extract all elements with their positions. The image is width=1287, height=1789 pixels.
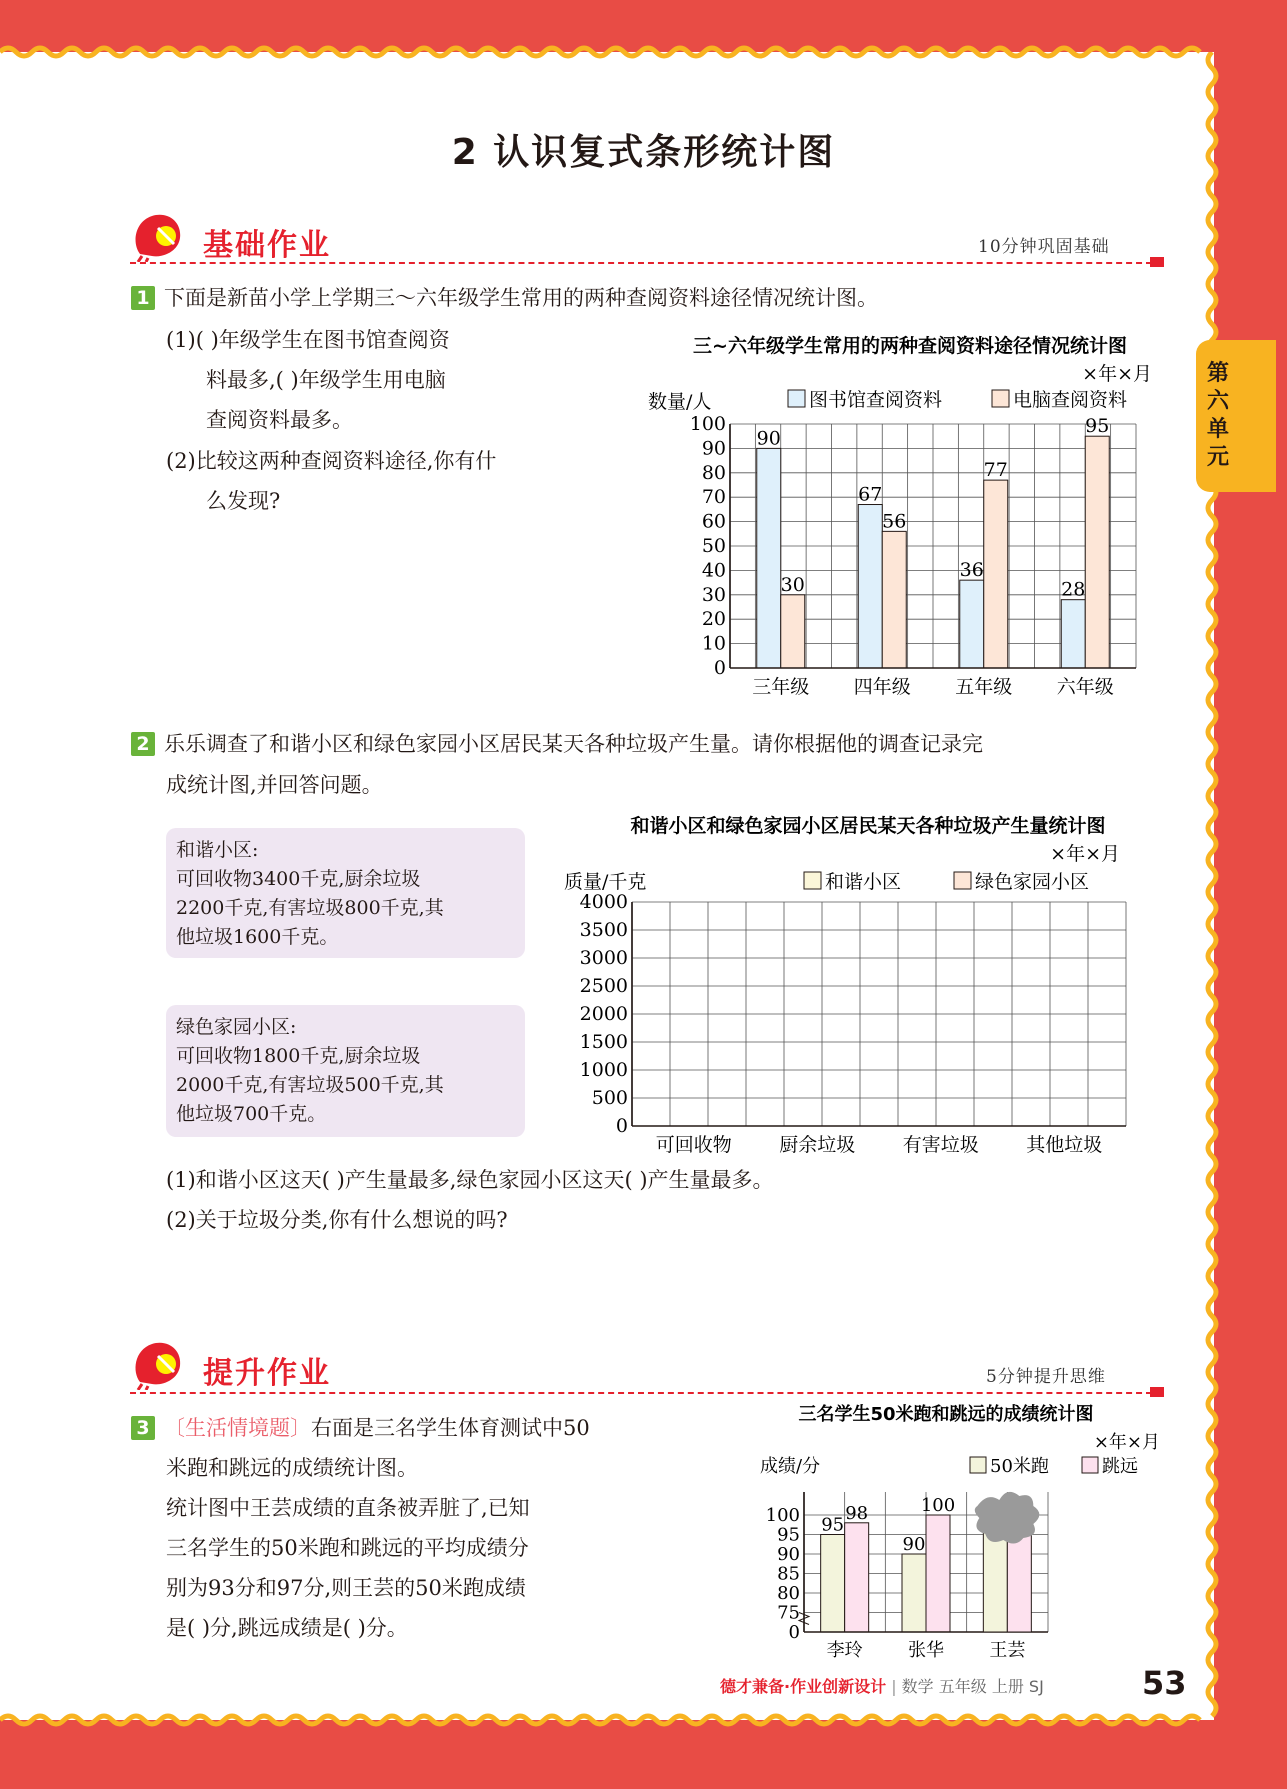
chart-ylabel: 成绩/分 xyxy=(760,1456,821,1477)
x-category-label: 五年级 xyxy=(955,676,1013,698)
bar xyxy=(902,1554,926,1632)
y-tick-label: 40 xyxy=(701,559,726,582)
bar xyxy=(1061,600,1085,668)
q1-p2-line2: 么发现? xyxy=(206,489,281,513)
q2-answer2: (2)关于垃圾分类,你有什么想说的吗? xyxy=(166,1208,508,1232)
box-heading: 绿色家园小区: xyxy=(176,1016,297,1038)
bar-value-label: 98 xyxy=(845,1502,869,1524)
x-category-label: 王芸 xyxy=(989,1640,1026,1661)
bar xyxy=(984,480,1008,668)
footer-brand: 德才兼备·作业创新设计 xyxy=(720,1677,887,1696)
chart-date: ×年×月 xyxy=(1082,363,1152,385)
bar xyxy=(781,595,805,668)
bar xyxy=(882,531,906,668)
bar-value-label: 90 xyxy=(902,1534,926,1555)
bar-value-label: 28 xyxy=(1061,578,1086,601)
y-tick-label: 70 xyxy=(701,486,726,509)
legend-swatch xyxy=(1082,1457,1098,1473)
question-number: 1 xyxy=(131,286,155,310)
x-category-label: 六年级 xyxy=(1056,676,1114,698)
question-number: 3 xyxy=(131,1416,155,1440)
chart-title: 和谐小区和绿色家园小区居民某天各种垃圾产生量统计图 xyxy=(630,815,1106,837)
bar-value-label: 30 xyxy=(780,573,805,596)
legend-label: 电脑查阅资料 xyxy=(1013,389,1128,411)
chart-garbage-blank xyxy=(556,806,1156,1170)
legend-label: 和谐小区 xyxy=(825,871,902,893)
q1-p1-line1: (1)( )年级学生在图书馆查阅资 xyxy=(166,328,450,352)
unit-tab-label: 第六单元 xyxy=(1206,361,1229,470)
bottom-wave-border xyxy=(0,1708,1287,1732)
box-line: 2200千克,有害垃圾800千克,其 xyxy=(176,897,444,919)
chart-title: 三~六年级学生常用的两种查阅资料途径情况统计图 xyxy=(693,335,1127,357)
section-basic-title: 基础作业 xyxy=(203,228,331,263)
page-title: 2 认识复式条形统计图 xyxy=(451,132,836,173)
footer-info xyxy=(720,1674,1044,1697)
q1-p2-line1: (2)比较这两种查阅资料途径,你有什 xyxy=(166,449,497,473)
q3-line2: 米跑和跳远的成绩统计图。 xyxy=(166,1456,418,1480)
legend-label: 绿色家园小区 xyxy=(975,871,1090,893)
y-tick-label: 2500 xyxy=(579,975,628,997)
bar xyxy=(960,580,984,668)
box-line: 他垃圾700千克。 xyxy=(176,1103,327,1125)
y-tick-label: 90 xyxy=(777,1544,800,1565)
section-basic-divider xyxy=(130,262,1152,264)
legend-swatch xyxy=(954,872,971,889)
y-tick-label: 80 xyxy=(701,461,726,484)
footer-separator: | xyxy=(891,1677,897,1696)
y-tick-label: 30 xyxy=(701,583,726,606)
x-category-label: 四年级 xyxy=(853,676,911,698)
question-number: 2 xyxy=(131,732,155,756)
chart-sports-scores xyxy=(756,1398,1176,1668)
y-tick-label: 0 xyxy=(788,1622,800,1643)
q3-line4: 三名学生的50米跑和跳远的平均成绩分 xyxy=(166,1536,529,1560)
x-category-label: 厨余垃圾 xyxy=(779,1134,856,1156)
section-advanced-note: 5分钟提升思维 xyxy=(986,1367,1106,1387)
x-category-label: 可回收物 xyxy=(655,1134,732,1156)
y-tick-label: 80 xyxy=(777,1583,800,1604)
page-number: 53 xyxy=(1142,1664,1187,1702)
bar xyxy=(926,1515,950,1632)
box-heading: 和谐小区: xyxy=(176,839,259,861)
y-tick-label: 1500 xyxy=(579,1031,628,1053)
q3-line6: 是( )分,跳远成绩是( )分。 xyxy=(166,1616,408,1640)
divider-end-mark xyxy=(1150,1387,1164,1397)
bar-value-label: 36 xyxy=(959,559,984,582)
y-tick-label: 10 xyxy=(701,632,726,655)
bar-value-label: 90 xyxy=(756,427,781,450)
bar-value-label: 56 xyxy=(882,510,907,533)
bell-icon xyxy=(128,1336,188,1390)
y-tick-label: 85 xyxy=(777,1563,800,1585)
y-tick-label: 0 xyxy=(713,657,726,679)
footer-meta: 数学 五年级 上册 SJ xyxy=(901,1677,1044,1696)
y-tick-label: 50 xyxy=(701,535,726,557)
q2-line1: 乐乐调查了和谐小区和绿色家园小区居民某天各种垃圾产生量。请你根据他的调查记录完 xyxy=(164,732,983,756)
bar-value-label: 95 xyxy=(821,1514,845,1536)
bar xyxy=(757,448,781,668)
y-tick-label: 75 xyxy=(777,1602,800,1624)
bar-obscured xyxy=(983,1528,1007,1632)
y-tick-label: 95 xyxy=(777,1524,800,1546)
x-category-label: 有害垃圾 xyxy=(902,1134,979,1156)
y-tick-label: 100 xyxy=(765,1505,800,1526)
y-tick-label: 4000 xyxy=(579,891,628,913)
legend-swatch xyxy=(992,390,1009,407)
bar xyxy=(821,1535,845,1633)
q1-p1-line2: 料最多,( )年级学生用电脑 xyxy=(206,368,446,392)
q2-line2: 成统计图,并回答问题。 xyxy=(166,773,383,797)
section-advanced-divider xyxy=(130,1392,1152,1394)
box-line: 可回收物1800千克,厨余垃圾 xyxy=(176,1045,421,1067)
bar-value-label: 67 xyxy=(858,483,883,506)
bar xyxy=(1085,436,1109,668)
box-line: 2000千克,有害垃圾500千克,其 xyxy=(176,1074,444,1096)
y-tick-label: 1000 xyxy=(579,1059,628,1081)
bell-icon xyxy=(128,208,188,262)
chart-reading-methods xyxy=(640,326,1180,706)
section-advanced-title: 提升作业 xyxy=(203,1356,331,1391)
x-category-label: 三年级 xyxy=(752,676,810,698)
lvse-record-box xyxy=(166,1005,525,1137)
q3-line1: 右面是三名学生体育测试中50 xyxy=(311,1416,590,1440)
y-tick-label: 100 xyxy=(689,413,726,435)
y-tick-label: 2000 xyxy=(579,1003,628,1025)
bar-value-label: 77 xyxy=(983,459,1008,482)
y-tick-label: 0 xyxy=(615,1115,628,1137)
section-basic-note: 10分钟巩固基础 xyxy=(978,237,1110,257)
hexie-record-box xyxy=(166,828,525,958)
legend-swatch xyxy=(970,1457,986,1473)
top-wave-border xyxy=(0,40,1287,64)
q3-line1-wrap xyxy=(164,1408,590,1448)
context-tag: 〔生活情境题〕 xyxy=(164,1416,311,1440)
q3-line5: 别为93分和97分,则王芸的50米跑成绩 xyxy=(166,1576,526,1600)
y-tick-label: 3500 xyxy=(579,919,628,941)
q2-answer1: (1)和谐小区这天( )产生量最多,绿色家园小区这天( )产生量最多。 xyxy=(166,1168,774,1192)
y-tick-label: 20 xyxy=(701,608,726,631)
x-category-label: 其他垃圾 xyxy=(1026,1134,1103,1156)
chart-date: ×年×月 xyxy=(1093,1432,1160,1453)
chart-ylabel: 数量/人 xyxy=(648,391,712,413)
q3-line3: 统计图中王芸成绩的直条被弄脏了,已知 xyxy=(166,1496,530,1520)
chart-ylabel: 质量/千克 xyxy=(564,871,647,893)
bar-value-label: 100 xyxy=(920,1495,956,1516)
legend-label: 图书馆查阅资料 xyxy=(809,389,943,411)
chart-date: ×年×月 xyxy=(1050,843,1120,865)
legend-label: 跳远 xyxy=(1102,1456,1138,1477)
legend-swatch xyxy=(788,390,805,407)
legend-swatch xyxy=(804,872,821,889)
y-tick-label: 60 xyxy=(701,510,726,533)
q1-intro: 下面是新苗小学上学期三～六年级学生常用的两种查阅资料途径情况统计图。 xyxy=(164,286,878,310)
box-line: 可回收物3400千克,厨余垃圾 xyxy=(176,868,421,890)
y-tick-label: 500 xyxy=(591,1087,628,1109)
bar xyxy=(845,1523,869,1632)
q1-p1-line3: 查阅资料最多。 xyxy=(206,408,353,432)
bar-obscured xyxy=(1007,1528,1031,1632)
divider-end-mark xyxy=(1150,257,1164,267)
y-tick-label: 3000 xyxy=(579,947,628,969)
x-category-label: 张华 xyxy=(908,1640,944,1661)
chart-title: 三名学生50米跑和跳远的成绩统计图 xyxy=(798,1404,1094,1425)
side-wave-border xyxy=(1200,52,1224,1720)
y-tick-label: 90 xyxy=(701,437,726,460)
bar xyxy=(858,505,882,668)
bar-value-label: 95 xyxy=(1085,415,1110,438)
x-category-label: 李玲 xyxy=(826,1640,863,1661)
box-line: 他垃圾1600千克。 xyxy=(176,926,339,948)
legend-label: 50米跑 xyxy=(990,1456,1049,1477)
